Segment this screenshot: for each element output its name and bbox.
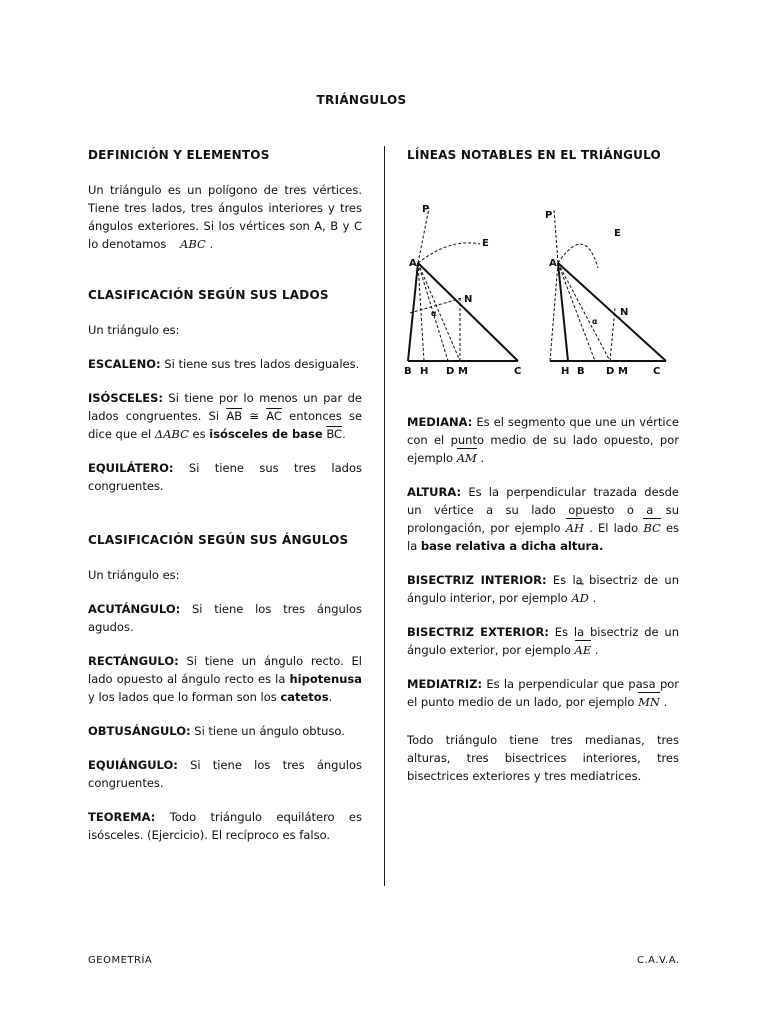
escaleno-label: ESCALENO: (88, 357, 161, 371)
bisectriz-exterior-text: Es la bisectriz de un ángulo exterior, por ejemplo (407, 625, 680, 657)
rectangulo-paragraph (88, 652, 362, 706)
mediana-dot: . (480, 451, 485, 465)
rectangulo-label: RECTÁNGULO: (88, 654, 179, 668)
hipotenusa-bold: hipotenusa (289, 672, 363, 686)
fig1-label-a: A (409, 258, 417, 269)
segment-bc-right: BC (643, 521, 661, 535)
teorema-label: TEOREMA: (88, 810, 156, 824)
heading-lineas-notables: LÍNEAS NOTABLES EN EL TRIÁNGULO (407, 148, 661, 162)
obtusangulo-paragraph (88, 722, 362, 740)
segment-am: AM (456, 451, 477, 465)
fig2-label-n: N (620, 307, 629, 318)
bisectriz-exterior-label: BISECTRIZ EXTERIOR: (407, 625, 549, 639)
equiangulo-label: EQUIÁNGULO: (88, 758, 178, 772)
right-column (407, 146, 679, 164)
fig1-label-b: B (404, 366, 412, 377)
fig1-label-p: P (422, 204, 430, 215)
footer-author: C.A.V.A. (637, 955, 680, 966)
rectangulo-dot: . (328, 690, 333, 704)
bisectriz-exterior-paragraph (407, 623, 679, 659)
escaleno-paragraph (88, 355, 362, 373)
fig2-label-b: B (577, 366, 585, 377)
right-column-definitions (407, 413, 679, 785)
mediatriz-label: MEDIATRIZ: (407, 677, 483, 691)
segment-mn: MN (638, 695, 660, 709)
bisectriz-exterior-dot: . (594, 643, 599, 657)
definition-text: Un triángulo es un polígono de tres vértices. Tiene tres lados, tres ángulos interiores y tres ángulos exteriores. Si los vértices son A, B y C lo denotamos (88, 183, 362, 251)
fig2-label-d: D (606, 366, 615, 377)
todo-triangulo-paragraph: Todo triángulo tiene tres medianas, tres alturas, tres bisectrices interiores, tres bisectrices exteriores y tres mediatrices. (407, 733, 679, 783)
altura-text-1: Es la perpendicular trazada desde un vértice a su lado opuesto o a su prolongación, por ejemplo (407, 485, 680, 535)
catetos-bold: catetos (280, 690, 329, 704)
mediana-paragraph (407, 413, 679, 467)
equilatero-paragraph (88, 459, 362, 495)
definition-notation: ABC . (180, 237, 214, 251)
equilatero-label: EQUILÁTERO: (88, 461, 174, 475)
fig2-label-e: E (614, 228, 621, 239)
page-title: TRIÁNGULOS (316, 93, 407, 107)
altura-label: ALTURA: (407, 485, 462, 499)
footer-subject: GEOMETRÍA (88, 955, 153, 966)
intro-lados: Un triángulo es: (88, 323, 180, 337)
figure-right-triangle (550, 210, 666, 361)
figure-left-triangle (408, 208, 518, 361)
altura-text-2: . El lado (589, 521, 639, 535)
obtusangulo-text: Si tiene un ángulo obtuso. (194, 724, 345, 738)
column-divider (384, 146, 385, 886)
bisectriz-interior-text: Es la bisectriz de un ángulo interior, por ejemplo (407, 573, 679, 605)
triangle-figures (400, 198, 680, 378)
fig1-label-e: E (482, 238, 489, 249)
segment-ac: $\overline{AC}$ (266, 409, 282, 423)
fig2-label-h: H (561, 366, 570, 377)
fig2-label-c: C (653, 366, 661, 377)
mediana-text: Es el segmento que une un vértice con el punto medio de su lado opuesto, por ejemplo (407, 415, 680, 465)
fig2-label-a: A (549, 258, 557, 269)
ray-ad: → AD (571, 589, 589, 607)
definition-paragraph (88, 181, 362, 253)
equiangulo-text: Si tiene los tres ángulos congruentes. (88, 758, 362, 790)
acutangulo-paragraph (88, 600, 362, 636)
altura-paragraph (407, 483, 679, 555)
isosceles-dot: . (342, 427, 346, 441)
rectangulo-text-1: Si tiene un ángulo recto. El lado opuesto al ángulo recto es la (88, 654, 362, 686)
acutangulo-label: ACUTÁNGULO: (88, 602, 181, 616)
congruent-symbol: ≅ (249, 409, 259, 423)
fig1-label-h: H (420, 366, 429, 377)
equilatero-text: Si tiene sus tres lados congruentes. (88, 461, 362, 493)
rectangulo-text-2: y los lados que lo forman son los (88, 690, 277, 704)
isosceles-bold: isósceles de base (209, 427, 323, 441)
segment-ab: $\overline{AB}$ (226, 409, 243, 423)
isosceles-text-1: Si tiene por lo menos un par de lados congruentes. Si (88, 391, 362, 423)
left-column (88, 146, 362, 844)
fig2-label-alpha: α (592, 317, 598, 326)
equiangulo-paragraph (88, 756, 362, 792)
isosceles-text-2: entonces se dice que el (88, 409, 363, 441)
teorema-text: Todo triángulo equilátero es isósceles. (Ejercicio). El recíproco es falso. (88, 810, 362, 842)
segment-ah: AH (565, 521, 585, 535)
segment-bc: $\overline{BC}$ (326, 427, 343, 441)
mediatriz-paragraph (407, 675, 679, 711)
altura-text-3: es la (407, 521, 680, 553)
isosceles-label: ISÓSCELES: (88, 391, 163, 405)
bisectriz-interior-dot: . (592, 591, 597, 605)
fig2-label-p: P (545, 210, 553, 221)
heading-clasificacion-lados: CLASIFICACIÓN SEGÚN SUS LADOS (88, 288, 329, 302)
mediana-label: MEDIANA: (407, 415, 473, 429)
mediatriz-text: Es la perpendicular que pasa por el punto medio de un lado, por ejemplo (407, 677, 680, 709)
fig1-label-c: C (514, 366, 522, 377)
heading-clasificacion-angulos: CLASIFICACIÓN SEGÚN SUS ÁNGULOS (88, 533, 349, 547)
obtusangulo-label: OBTUSÁNGULO: (88, 724, 191, 738)
bisectriz-interior-paragraph (407, 571, 679, 607)
isosceles-paragraph (88, 389, 362, 443)
acutangulo-text: Si tiene los tres ángulos agudos. (88, 602, 363, 634)
fig2-label-m: M (618, 366, 628, 377)
triangle-abc: ΔABC (154, 427, 189, 441)
heading-definicion: DEFINICIÓN Y ELEMENTOS (88, 148, 270, 162)
fig1-label-n: N (464, 294, 473, 305)
fig1-label-m: M (458, 366, 468, 377)
intro-angulos: Un triángulo es: (88, 568, 180, 582)
escaleno-text: Si tiene sus tres lados desiguales. (164, 357, 360, 371)
bisectriz-interior-label: BISECTRIZ INTERIOR: (407, 573, 547, 587)
fig1-label-d: D (446, 366, 455, 377)
mediatriz-dot: . (663, 695, 668, 709)
fig1-label-alpha: α (431, 309, 437, 318)
altura-bold: base relativa a dicha altura. (420, 539, 604, 553)
teorema-paragraph (88, 808, 362, 844)
isosceles-text-3: es (192, 427, 206, 441)
segment-ae: AE (574, 643, 592, 657)
